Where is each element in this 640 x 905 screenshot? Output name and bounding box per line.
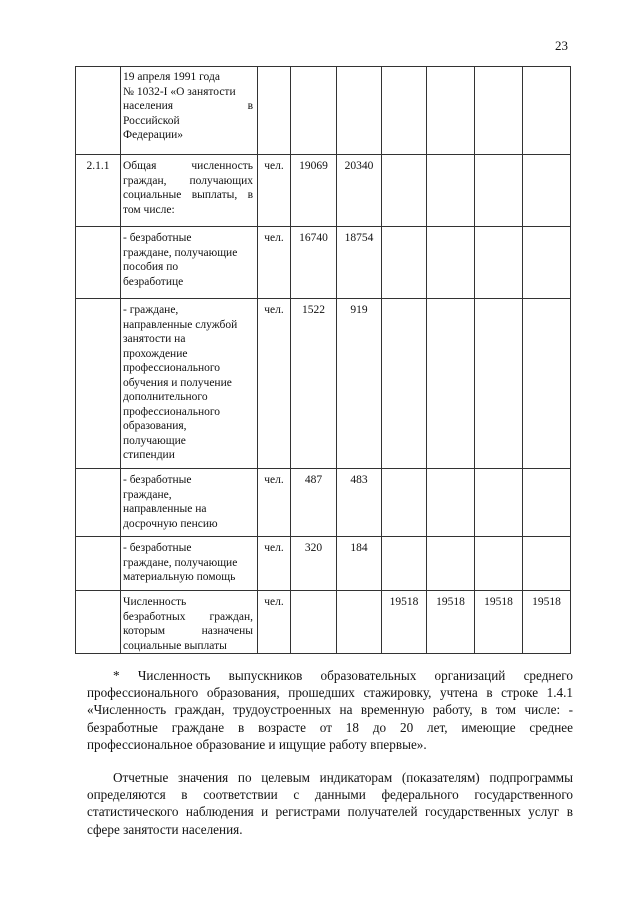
unit-label: чел.: [264, 474, 284, 486]
value-cell: [382, 469, 427, 537]
description-line: прохождение: [123, 347, 188, 360]
description-line: населения в: [123, 100, 253, 112]
value-v2: 18754: [344, 232, 374, 244]
value-cell: [427, 155, 475, 227]
description-line: граждане, получающие: [123, 556, 238, 569]
description-line: образования,: [123, 420, 187, 432]
value-cell: [291, 469, 337, 537]
unit-cell: [258, 537, 291, 591]
value-cell: [523, 469, 571, 537]
row-code: 2.1.1: [86, 160, 110, 172]
table-row: [76, 469, 571, 537]
value-cell: [427, 591, 475, 654]
description-line: № 1032-I «О занятости: [123, 85, 236, 98]
closing-paragraph: Отчетные значения по целевым индикаторам (показателям) подпрограммы определяются в соответствии с данными федерального государственного статистического наблюдения и регистрами получателей государственных услуг в сфере занятости населения.: [87, 770, 573, 837]
description-line: профессионального: [123, 405, 221, 418]
value-cell: [337, 299, 382, 469]
description-line: направленные на: [123, 503, 207, 515]
unit-cell: [258, 591, 291, 654]
indicators-table: [75, 66, 571, 654]
value-cell: [523, 537, 571, 591]
row-description: [121, 591, 258, 654]
value-cell: [427, 227, 475, 299]
table-row: [76, 591, 571, 654]
table-row: [76, 537, 571, 591]
row-description: [121, 299, 258, 469]
row-description: [121, 67, 258, 155]
row-description: [121, 469, 258, 537]
table-row: [76, 67, 571, 155]
unit-cell: [258, 469, 291, 537]
value-cell: [337, 227, 382, 299]
description-line: которым назначены: [123, 625, 253, 637]
value-cell: [427, 299, 475, 469]
value-cell: [382, 299, 427, 469]
value-v6: 19518: [532, 596, 561, 608]
description-line: Численность: [123, 596, 187, 608]
unit-label: чел.: [264, 160, 284, 172]
row-code-cell: [76, 537, 121, 591]
footnote-text: * Численность выпускников образовательных организаций среднего профессионального образования, прошедших стажировку, учтена в строке 1.4.1 «Численность граждан, трудоустроенных на временную работу, в том числе: - безработные граждане в возрасте от 18 до 20 лет, имеющие среднее профессиональное образование и ищущие работу впервые».: [87, 668, 573, 752]
row-code-cell: [76, 591, 121, 654]
value-cell: [337, 469, 382, 537]
value-cell: [382, 591, 427, 654]
value-cell: [291, 537, 337, 591]
unit-label: чел.: [264, 542, 284, 554]
value-cell: [475, 67, 523, 155]
unit-label: чел.: [264, 596, 284, 608]
description-line: дополнительного: [123, 391, 208, 403]
description-line: - граждане,: [123, 304, 179, 316]
value-cell: [475, 299, 523, 469]
value-cell: [523, 227, 571, 299]
table-row: [76, 155, 571, 227]
value-cell: [475, 227, 523, 299]
description-line: Федерации»: [123, 129, 184, 141]
unit-label: чел.: [264, 232, 284, 244]
description-line: - безработные: [123, 232, 192, 244]
value-v1: 320: [304, 542, 323, 554]
value-cell: [523, 299, 571, 469]
value-cell: [475, 469, 523, 537]
row-code-cell: [76, 299, 121, 469]
description-line: граждане,: [123, 488, 172, 501]
description-line: социальные выплаты, в: [123, 189, 253, 201]
value-cell: [475, 591, 523, 654]
value-cell: [382, 537, 427, 591]
value-cell: [291, 591, 337, 654]
value-v1: 19069: [299, 160, 328, 172]
value-cell: [382, 67, 427, 155]
value-cell: [291, 299, 337, 469]
value-v1: 487: [304, 474, 323, 486]
page-number: 23: [555, 38, 568, 53]
unit-cell: [258, 227, 291, 299]
value-cell: [427, 469, 475, 537]
value-v2: 184: [350, 542, 368, 554]
description-line: материальную помощь: [123, 571, 236, 583]
description-line: стипендии: [123, 449, 175, 461]
description-line: занятости на: [123, 333, 186, 345]
description-line: - безработные: [123, 542, 192, 554]
value-cell: [427, 537, 475, 591]
unit-cell: [258, 155, 291, 227]
row-code-cell: [76, 155, 121, 227]
description-line: Российской: [123, 114, 180, 127]
value-v1: 16740: [299, 232, 328, 244]
description-line: направленные службой: [123, 318, 238, 331]
value-v2: 919: [350, 304, 368, 316]
value-cell: [475, 155, 523, 227]
value-cell: [337, 67, 382, 155]
description-line: профессионального: [123, 362, 221, 374]
description-line: пособия по: [123, 261, 179, 273]
value-v3: 19518: [389, 596, 419, 608]
row-description: [121, 155, 258, 227]
value-cell: [291, 67, 337, 155]
value-cell: [523, 67, 571, 155]
table-row: [76, 227, 571, 299]
value-cell: [291, 227, 337, 299]
description-line: - безработные: [123, 474, 192, 486]
row-code-cell: [76, 67, 121, 155]
row-code-cell: [76, 227, 121, 299]
description-line: социальные выплаты: [123, 639, 227, 652]
description-line: граждан, получающих: [123, 174, 253, 187]
value-v2: 483: [350, 474, 368, 486]
value-cell: [382, 155, 427, 227]
table-row: [76, 299, 571, 469]
value-cell: [523, 591, 571, 654]
unit-label: чел.: [264, 304, 284, 316]
value-cell: [337, 591, 382, 654]
description-line: 19 апреля 1991 года: [123, 71, 220, 83]
value-cell: [427, 67, 475, 155]
row-description: [121, 537, 258, 591]
value-cell: [291, 155, 337, 227]
value-cell: [337, 155, 382, 227]
description-line: безработных граждан,: [123, 610, 253, 623]
description-line: граждане, получающие: [123, 246, 238, 259]
description-line: безработице: [123, 275, 184, 288]
value-cell: [382, 227, 427, 299]
unit-cell: [258, 299, 291, 469]
value-v2: 20340: [344, 160, 374, 172]
description-line: обучения и получение: [123, 376, 232, 389]
description-line: том числе:: [123, 203, 175, 216]
value-cell: [523, 155, 571, 227]
value-v5: 19518: [484, 596, 513, 608]
description-line: досрочную пенсию: [123, 517, 218, 530]
description-line: Общая численность: [123, 160, 253, 172]
value-cell: [475, 537, 523, 591]
unit-cell: [258, 67, 291, 155]
value-v4: 19518: [436, 596, 465, 608]
row-code-cell: [76, 469, 121, 537]
row-description: [121, 227, 258, 299]
value-cell: [337, 537, 382, 591]
value-v1: 1522: [302, 304, 325, 316]
description-line: получающие: [123, 434, 186, 447]
